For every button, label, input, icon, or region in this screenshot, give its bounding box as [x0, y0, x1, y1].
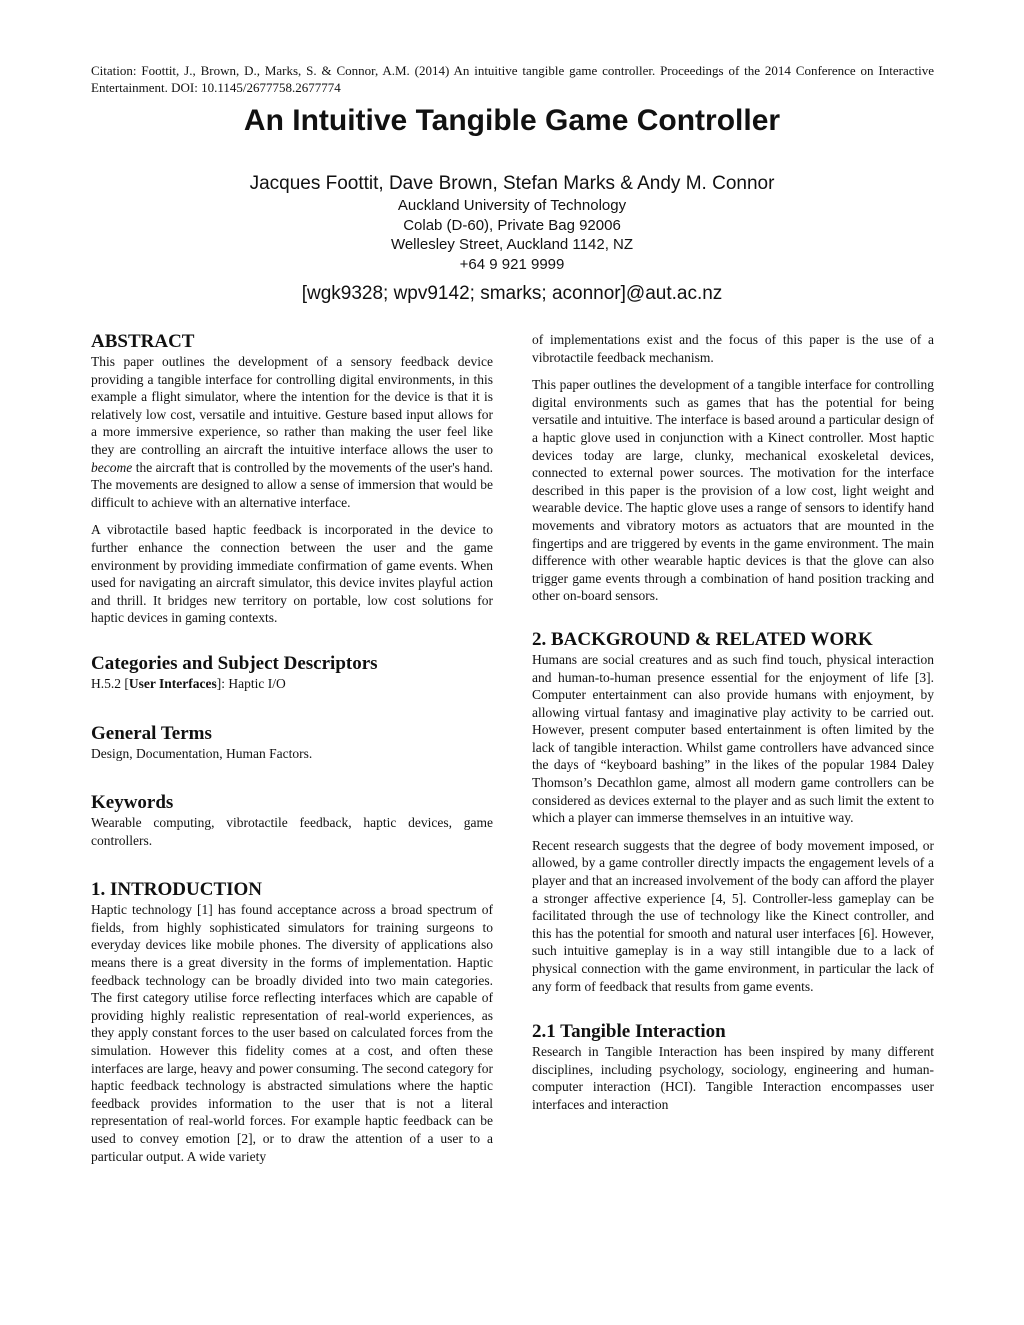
categories-bold: User Interfaces [128, 675, 217, 691]
tangible-interaction-paragraph-1: Research in Tangible Interaction has been inspired by many different disciplines, including psychology, sociology, engineering and human-computer interaction (HCI). Tangible Interaction encompasses user interfaces and interaction [532, 1044, 934, 1112]
categories-prefix: H.5.2 [ [91, 675, 129, 691]
background-paragraph-2: Recent research suggests that the degree of body movement imposed, or allowed, by a game controller directly impacts the engagement levels of a player and that an increased involvement of the body can afford the player a stronger affective experience [4, 5]. Controller-less gameplay can be facilitated through the use of technology like the Kinect controller, and this has the potential for smooth and natural user interfaces [6]. However, such intuitive gameplay is in a way still intangible due to a lack of physical connection with the game environment, in particular the lack of any form of feedback that results from game events. [532, 837, 934, 994]
keywords-heading: Keywords [91, 792, 174, 814]
introduction-heading: 1. INTRODUCTION [91, 879, 263, 901]
introduction-paragraph-1: Haptic technology [1] has found acceptance across a broad spectrum of fields, from highly sophisticated simulators for training surgeons to everyday devices like mobile phones. The diversity of applications also means there is a great diversity in the forms of implementation. Haptic feedback technology can be broadly divided into two main categories. The first category utilise force reflecting interfaces which are capable of providing highly realistic representation of real-world experiences, as they apply constant forces to the user based on calculated forces from the simulation. However this fidelity comes at a cost, and often these interfaces are large, heavy and power consuming. The second category for haptic feedback technology is abstracted simulations where the haptic feedback provides information to the user that is not a literal representation of real-world forces. For example haptic feedback can be used to convey emotion [2], or to draw the attention of a user to a particular output. A wide variety [91, 902, 493, 1164]
background-heading: 2. BACKGROUND & RELATED WORK [532, 628, 873, 650]
abstract-section [91, 331, 493, 627]
introduction-section [91, 879, 493, 1165]
affiliation-line-2: Colab (D-60), Private Bag 92006 [403, 216, 621, 234]
abstract-paragraph-1 [91, 353, 493, 511]
introduction-paragraph-1-continued: of implementations exist and the focus of this paper is the use of a vibrotactile feedback mechanism. [532, 332, 934, 365]
abstract-paragraph-2: A vibrotactile based haptic feedback is incorporated in the device to further enhance the connection between the user and the game environment by providing immediate confirmation of game events. When used for navigating an aircraft simulator, this device invites playful action and thrill. It bridges new territory on portable, low cost solutions for haptic devices in gaming contexts. [91, 522, 493, 626]
authors: Jacques Foottit, Dave Brown, Stefan Marks & Andy M. Connor [249, 173, 775, 194]
categories-heading: Categories and Subject Descriptors [91, 652, 378, 674]
author-emails: [wgk9328; wpv9142; smarks; aconnor]@aut.ac.nz [301, 283, 723, 304]
abstract-heading: ABSTRACT [91, 331, 195, 352]
citation: Citation: Foottit, J., Brown, D., Marks, S. & Connor, A.M. (2014) An intuitive tangible game controller. Proceedings of the 2014 Conference on Interactive Entertainment. DOI: 10.1145/2677758.2677774 [91, 63, 934, 95]
affiliation-line-4: +64 9 921 9999 [459, 255, 565, 273]
abstract-text-b: the aircraft that is controlled by the movements of the user's hand. The movements are designed to allow a sense of immersion that would be difficult to achieve with an alternative interface. [91, 459, 494, 510]
background-section [532, 629, 934, 995]
general-terms-section [91, 723, 493, 763]
background-paragraph-1: Humans are social creatures and as such find touch, physical interaction and human-to-human presence essential for the enjoyment of life [3]. Computer entertainment can also provide humans with enjoyment, by allowing virtual fantasy and imaginative play activity to be carried out. However, present computer based entertainment is often limited by the lack of tangible interaction. Whilst game controllers have advanced since the days of “keyboard bashing” in the likes of the popular 1984 Daley Thomson’s Decathlon game, almost all modern game controllers can be considered as devices external to the player and as such limit the extent to which a player can immerse themselves in an intuitive way. [532, 651, 934, 826]
left-column [91, 331, 493, 1177]
tangible-interaction-heading: 2.1 Tangible Interaction [532, 1021, 726, 1043]
categories-suffix: ]: Haptic I/O [216, 675, 286, 691]
categories-text [91, 675, 493, 693]
right-column [532, 331, 934, 1126]
author-block [0, 172, 1024, 306]
affiliation-line-1: Auckland University of Technology [397, 197, 627, 214]
keywords-text: Wearable computing, vibrotactile feedback, haptic devices, game controllers. [91, 815, 493, 848]
keywords-section [91, 792, 493, 849]
general-terms-text: Design, Documentation, Human Factors. [91, 745, 313, 761]
general-terms-heading: General Terms [91, 722, 212, 744]
categories-section [91, 653, 493, 693]
abstract-emphasis: become [91, 459, 133, 475]
abstract-text-a: This paper outlines the development of a sensory feedback device providing a tangible interface for controlling digital environments, in this example a flight simulator, where the intention for the device is that it is relatively low cost, versatile and intuitive. Gesture based input allows for a more immersive experience, so rather than making the user feel like they are controlling an aircraft the intuitive interface allows the user to [91, 354, 493, 457]
affiliation-line-3: Wellesley Street, Auckland 1142, NZ [390, 236, 634, 253]
tangible-interaction-section [532, 1021, 934, 1113]
introduction-paragraph-2: This paper outlines the development of a tangible interface for controlling digital environments such as games that has the potential for being versatile and intuitive. The interface is based around a particular design of a haptic glove used in conjunction with a Kinect controller. Most haptic devices today are large, clunky, mechanical exoskeletal devices, connected to external power sources. The motivation for the interface described in this paper is the provision of a low cost, light weight and wearable device. The haptic glove uses a range of sensors to identify hand movements and vibratory motors as actuators that are mounted in the fingertips and are triggered by events in the game environment. The main difference with other wearable haptic devices is that the glove can also trigger game events through a combination of hand position tracking and other on-board sensors. [532, 377, 934, 604]
paper-title: An Intuitive Tangible Game Controller [243, 104, 781, 137]
